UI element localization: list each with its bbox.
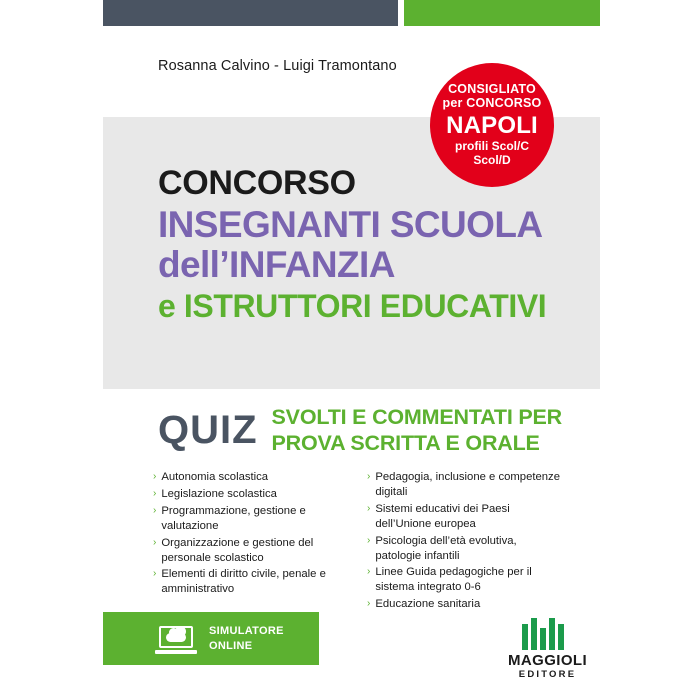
badge-line-napoli: NAPOLI: [446, 111, 538, 139]
list-item: [153, 470, 349, 485]
title-line-concorso: CONCORSO: [158, 164, 356, 202]
list-item-label: Legislazione scolastica: [161, 487, 277, 500]
list-item: [367, 597, 563, 612]
chevron-right-icon: ›: [367, 502, 371, 514]
list-item: [367, 470, 563, 500]
list-item: [367, 565, 563, 595]
badge-line-concorso: per CONCORSO: [442, 96, 542, 111]
badge-line-profili: profili Scol/C: [454, 139, 529, 154]
list-item-label: Educazione sanitaria: [375, 598, 481, 611]
list-item-label: Linee Guida pedagogiche per il sistema integrato 0-6: [375, 566, 532, 594]
list-item: [153, 567, 349, 597]
recommendation-badge: [430, 63, 554, 187]
authors-line: Rosanna Calvino - Luigi Tramontano: [158, 58, 397, 74]
list-item-label: Sistemi educativi dei Paesi dell’Unione europea: [375, 502, 510, 530]
simulator-label: [209, 624, 284, 654]
top-bar-green: [404, 0, 600, 26]
publisher-subtitle: EDITORE: [518, 668, 577, 680]
simulator-label-line1: SIMULATORE: [209, 624, 284, 637]
maggioli-m-logo-icon: [521, 618, 575, 650]
list-item: [153, 487, 349, 502]
chevron-right-icon: ›: [153, 504, 157, 516]
list-item: [153, 504, 349, 534]
topics-column-left: [153, 470, 349, 614]
list-item: [153, 536, 349, 566]
chevron-right-icon: ›: [367, 471, 371, 482]
list-item-label: Pedagogia, inclusione e competenze digitali: [375, 471, 560, 498]
publisher-name: MAGGIOLI: [508, 652, 588, 669]
chevron-right-icon: ›: [153, 536, 157, 548]
chevron-right-icon: ›: [153, 568, 157, 580]
badge-line-scold: Scol/D: [473, 153, 511, 168]
publisher-logo: [508, 618, 587, 680]
chevron-right-icon: ›: [367, 598, 371, 610]
title-line-insegnanti: INSEGNANTI SCUOLA: [158, 204, 543, 245]
title-line-infanzia: dell’INFANZIA: [158, 243, 395, 285]
simulator-badge: [103, 612, 319, 665]
quiz-heading: [158, 404, 562, 456]
chevron-right-icon: ›: [153, 471, 157, 482]
quiz-subtitle-line1: SVOLTI E COMMENTATI PER: [271, 405, 562, 429]
list-item-label: Programmazione, gestione e valutazione: [161, 504, 306, 532]
quiz-subtitle-line2: PROVA SCRITTA E ORALE: [271, 431, 540, 456]
list-item-label: Organizzazione e gestione del personale scolastico: [161, 536, 314, 564]
chevron-right-icon: ›: [367, 534, 371, 546]
quiz-word: QUIZ: [158, 408, 258, 452]
title-block: [158, 166, 588, 325]
list-item: [367, 534, 563, 564]
top-bar-dark: [103, 0, 398, 26]
list-item-label: Psicologia dell’età evolutiva, patologie infantili: [375, 534, 517, 562]
laptop-cloud-icon: [155, 624, 197, 654]
simulator-label-line2: ONLINE: [209, 639, 253, 652]
list-item: [367, 502, 563, 532]
topics-columns: [153, 470, 573, 614]
chevron-right-icon: ›: [367, 566, 371, 578]
title-line-istruttori: e ISTRUTTORI EDUCATIVI: [158, 287, 547, 324]
chevron-right-icon: ›: [153, 487, 157, 499]
list-item-label: Autonomia scolastica: [161, 471, 269, 483]
quiz-subtitle: [272, 404, 562, 456]
badge-line-consigliato: CONSIGLIATO: [448, 82, 536, 97]
topics-column-right: [367, 470, 563, 614]
list-item-label: Elementi di diritto civile, penale e amministrativo: [161, 568, 326, 596]
